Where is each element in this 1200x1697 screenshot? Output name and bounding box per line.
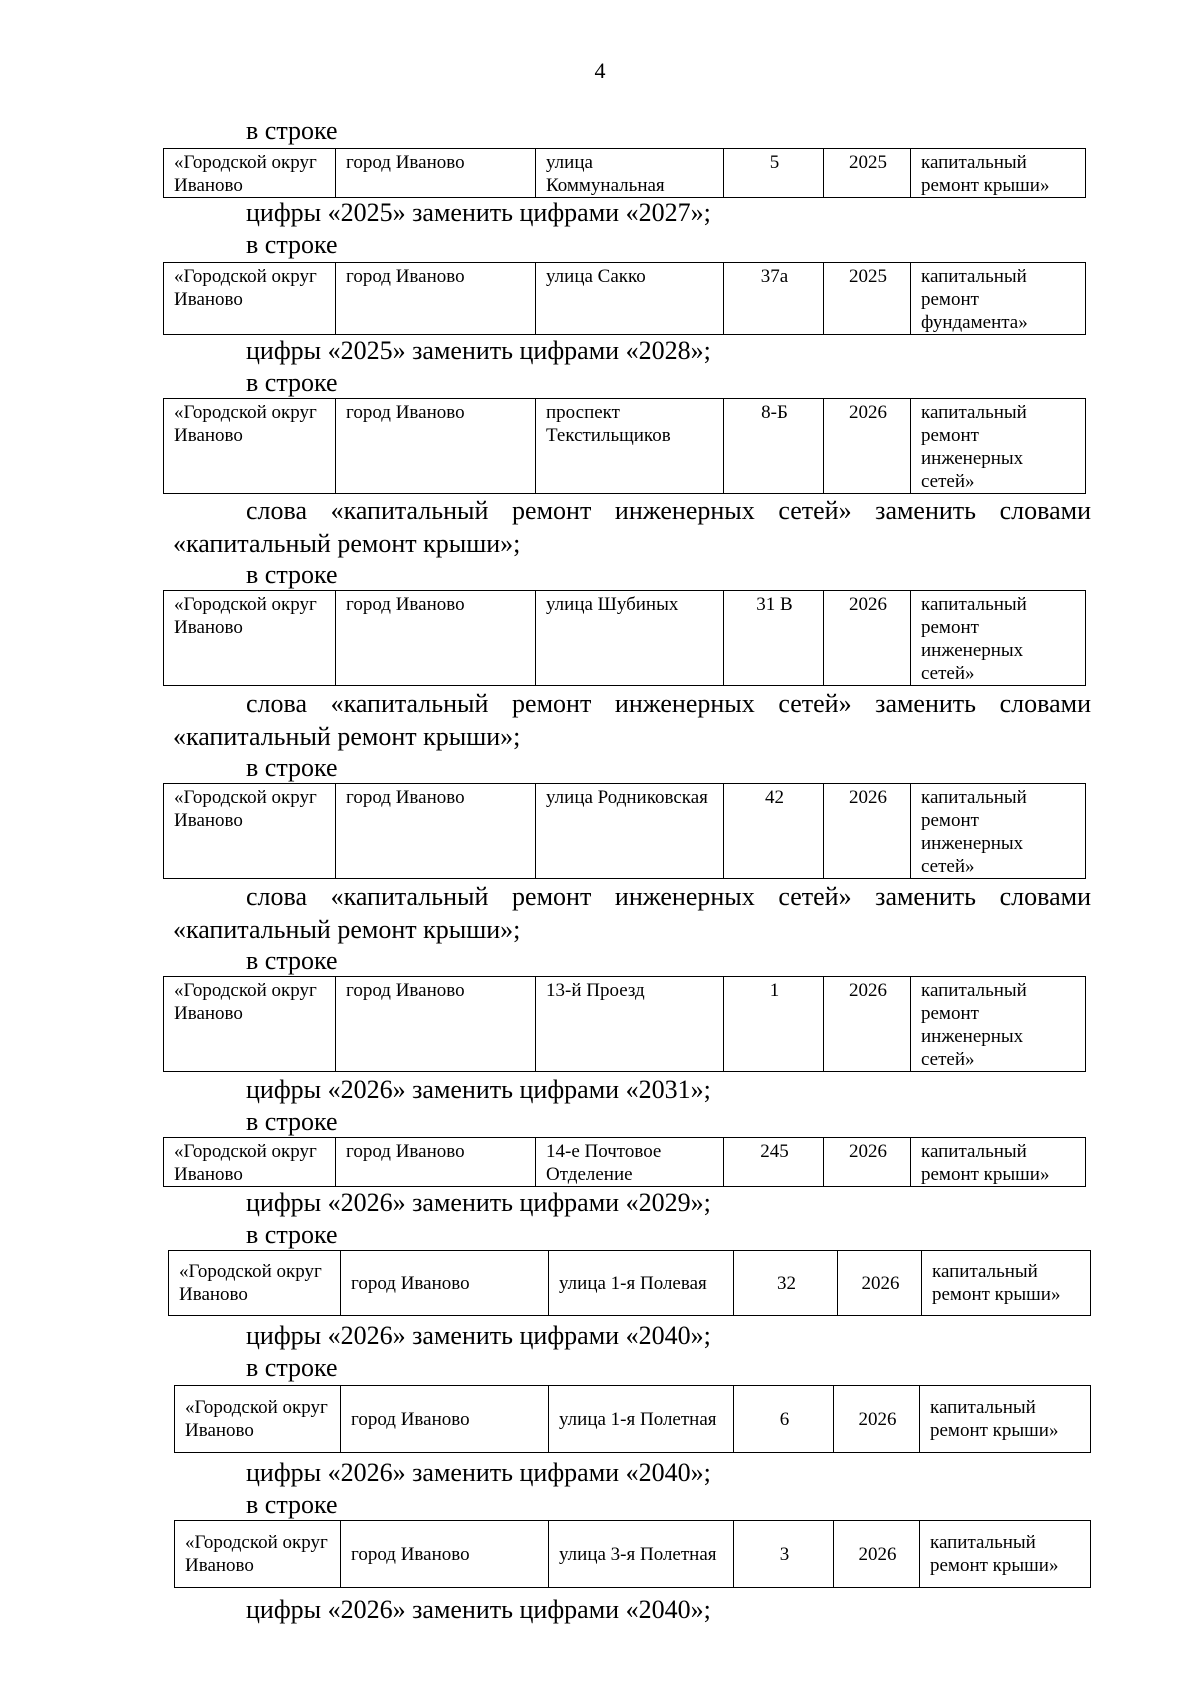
in-row-label: в строке	[246, 230, 338, 259]
region-cell: «Городской округ Иваново	[164, 784, 336, 879]
work-cell: капитальный ремонт крыши»	[922, 1251, 1091, 1316]
year-cell: 2026	[834, 1521, 920, 1588]
year-cell: 2026	[824, 1138, 911, 1187]
city-cell: город Иваново	[336, 977, 536, 1072]
instruction: слова «капитальный ремонт инженерных сетей» заменить словами	[246, 496, 1091, 525]
table-row	[163, 148, 1086, 198]
instruction-continuation: «капитальный ремонт крыши»;	[173, 529, 521, 558]
street-cell: проспект Текстильщиков	[536, 399, 724, 494]
table-row	[163, 1137, 1086, 1187]
work-cell: капитальный ремонт инженерных сетей»	[911, 591, 1086, 686]
table-row	[168, 1250, 1091, 1316]
page-number: 4	[594, 58, 606, 83]
region-cell: «Городской округ Иваново	[164, 977, 336, 1072]
house-cell: 5	[724, 149, 824, 198]
table-row	[163, 262, 1086, 335]
year-cell: 2026	[838, 1251, 922, 1316]
table-row	[163, 783, 1086, 879]
year-cell: 2026	[824, 784, 911, 879]
work-cell: капитальный ремонт инженерных сетей»	[911, 784, 1086, 879]
street-cell: улица 1-я Полетная	[549, 1386, 734, 1453]
house-cell: 42	[724, 784, 824, 879]
street-cell: улица Коммунальная	[536, 149, 724, 198]
in-row-label: в строке	[246, 368, 338, 397]
table-row	[174, 1520, 1091, 1588]
instruction: цифры «2026» заменить цифрами «2040»;	[246, 1458, 711, 1487]
region-cell: «Городской округ Иваново	[175, 1386, 341, 1453]
in-row-label: в строке	[246, 946, 338, 975]
city-cell: город Иваново	[336, 1138, 536, 1187]
street-cell: улица 1-я Полевая	[549, 1251, 734, 1316]
table-row	[174, 1385, 1091, 1453]
street-cell: 14-е Почтовое Отделение	[536, 1138, 724, 1187]
year-cell: 2025	[824, 263, 911, 335]
house-cell: 31 В	[724, 591, 824, 686]
region-cell: «Городской округ Иваново	[175, 1521, 341, 1588]
instruction: цифры «2026» заменить цифрами «2031»;	[246, 1075, 711, 1104]
in-row-label: в строке	[246, 560, 338, 589]
year-cell: 2026	[824, 591, 911, 686]
city-cell: город Иваново	[341, 1386, 549, 1453]
instruction-continuation: «капитальный ремонт крыши»;	[173, 722, 521, 751]
table-row	[163, 590, 1086, 686]
house-cell: 245	[724, 1138, 824, 1187]
instruction-continuation: «капитальный ремонт крыши»;	[173, 915, 521, 944]
city-cell: город Иваново	[341, 1251, 549, 1316]
region-cell: «Городской округ Иваново	[164, 591, 336, 686]
in-row-label: в строке	[246, 1353, 338, 1382]
region-cell: «Городской округ Иваново	[164, 1138, 336, 1187]
in-row-label: в строке	[246, 1220, 338, 1249]
street-cell: улица Родниковская	[536, 784, 724, 879]
instruction: цифры «2026» заменить цифрами «2040»;	[246, 1321, 711, 1350]
street-cell: улица Шубиных	[536, 591, 724, 686]
region-cell: «Городской округ Иваново	[164, 399, 336, 494]
instruction: слова «капитальный ремонт инженерных сетей» заменить словами	[246, 882, 1091, 911]
work-cell: капитальный ремонт крыши»	[911, 149, 1086, 198]
in-row-label: в строке	[246, 753, 338, 782]
work-cell: капитальный ремонт крыши»	[911, 1138, 1086, 1187]
work-cell: капитальный ремонт фундамента»	[911, 263, 1086, 335]
year-cell: 2026	[824, 399, 911, 494]
house-cell: 1	[724, 977, 824, 1072]
street-cell: 13-й Проезд	[536, 977, 724, 1072]
house-cell: 6	[734, 1386, 834, 1453]
table-row	[163, 976, 1086, 1072]
instruction: слова «капитальный ремонт инженерных сетей» заменить словами	[246, 689, 1091, 718]
street-cell: улица 3-я Полетная	[549, 1521, 734, 1588]
region-cell: «Городской округ Иваново	[169, 1251, 341, 1316]
region-cell: «Городской округ Иваново	[164, 263, 336, 335]
instruction: цифры «2026» заменить цифрами «2040»;	[246, 1595, 711, 1624]
house-cell: 8-Б	[724, 399, 824, 494]
year-cell: 2026	[834, 1386, 920, 1453]
in-row-label: в строке	[246, 1107, 338, 1136]
work-cell: капитальный ремонт крыши»	[920, 1521, 1091, 1588]
city-cell: город Иваново	[336, 399, 536, 494]
instruction: цифры «2025» заменить цифрами «2027»;	[246, 198, 711, 227]
work-cell: капитальный ремонт крыши»	[920, 1386, 1091, 1453]
city-cell: город Иваново	[341, 1521, 549, 1588]
in-row-label: в строке	[246, 116, 338, 145]
work-cell: капитальный ремонт инженерных сетей»	[911, 399, 1086, 494]
table-row	[163, 398, 1086, 494]
house-cell: 37а	[724, 263, 824, 335]
instruction: цифры «2026» заменить цифрами «2029»;	[246, 1188, 711, 1217]
year-cell: 2025	[824, 149, 911, 198]
city-cell: город Иваново	[336, 149, 536, 198]
instruction: цифры «2025» заменить цифрами «2028»;	[246, 336, 711, 365]
year-cell: 2026	[824, 977, 911, 1072]
house-cell: 3	[734, 1521, 834, 1588]
in-row-label: в строке	[246, 1490, 338, 1519]
region-cell: «Городской округ Иваново	[164, 149, 336, 198]
city-cell: город Иваново	[336, 591, 536, 686]
street-cell: улица Сакко	[536, 263, 724, 335]
city-cell: город Иваново	[336, 784, 536, 879]
house-cell: 32	[734, 1251, 838, 1316]
work-cell: капитальный ремонт инженерных сетей»	[911, 977, 1086, 1072]
city-cell: город Иваново	[336, 263, 536, 335]
